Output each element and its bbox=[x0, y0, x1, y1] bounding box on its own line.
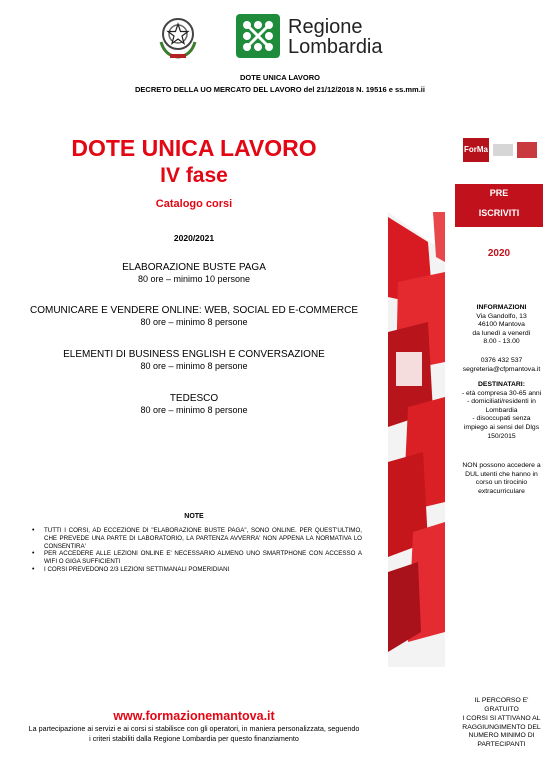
region-name-line2: Lombardia bbox=[288, 36, 383, 58]
page-subtitle: IV fase bbox=[160, 164, 228, 187]
note-item: • I CORSI PREVEDONO 2/3 LEZIONI SETTIMANALI POMERIDIANI bbox=[44, 566, 362, 574]
course-title: ELABORAZIONE BUSTE PAGA bbox=[122, 262, 266, 273]
footer-note-line: La partecipazione ai servizi e ai corsi si stabilisce con gli operatori, in maniera personalizzata, seguendo bbox=[28, 724, 360, 733]
footer-note bbox=[0, 724, 388, 743]
min-participants-line: I CORSI SI ATTIVANO AL bbox=[462, 715, 541, 722]
info-line: da lunedì a venerdì bbox=[472, 329, 531, 337]
course-item bbox=[0, 262, 388, 285]
min-participants-line: NUMERO MINIMO DI bbox=[468, 732, 535, 740]
exclusion-line: NON possono accedere a bbox=[462, 462, 541, 469]
academic-year: 2020/2021 bbox=[173, 233, 215, 243]
footer-note-line: i criteri stabiliti dalla Regione Lombardia per questo finanziamento bbox=[89, 733, 299, 743]
forma-logo-graphic bbox=[517, 142, 537, 158]
free-course-block bbox=[451, 697, 552, 714]
regione-lombardia-logo bbox=[236, 14, 280, 58]
header-decree-line: DECRETO DELLA UO MERCATO DEL LAVORO del 21/12/2018 N. 19516 e ss.mm.ii bbox=[135, 85, 425, 94]
recipients-line: - domiciliati/residenti in bbox=[467, 398, 536, 406]
course-item bbox=[0, 349, 388, 372]
exclusion-line: extracurriculare bbox=[478, 487, 525, 495]
info-title: INFORMAZIONI bbox=[476, 304, 527, 311]
page-title: DOTE UNICA LAVORO bbox=[71, 135, 317, 161]
notes-list bbox=[36, 527, 362, 574]
course-title: TEDESCO bbox=[169, 393, 219, 404]
course-title: COMUNICARE E VENDERE ONLINE: WEB, SOCIAL ED E-COMMERCE bbox=[29, 305, 358, 316]
recipients-title: DESTINATARI: bbox=[478, 381, 525, 388]
course-item bbox=[0, 393, 388, 416]
forma-logo bbox=[463, 138, 541, 164]
red-cubes-image bbox=[388, 212, 445, 667]
recipients-line: Lombardia bbox=[485, 406, 518, 414]
region-name bbox=[288, 17, 383, 57]
phone-number[interactable]: 0376 432 537 bbox=[480, 357, 523, 364]
info-line: 8.00 - 13.00 bbox=[483, 338, 520, 346]
pre-register-label-2: ISCRIVITI bbox=[478, 208, 520, 218]
pre-register-button[interactable] bbox=[455, 184, 543, 227]
course-detail: 80 ore – minimo 8 persone bbox=[140, 317, 248, 327]
course-detail: 80 ore – minimo 8 persone bbox=[140, 361, 248, 371]
forma-logo-text-decor bbox=[493, 144, 513, 156]
pre-register-label-1: PRE bbox=[489, 188, 509, 198]
notes-title: NOTE bbox=[184, 513, 204, 520]
exclusion-line: DUL utenti che hanno in bbox=[465, 470, 538, 478]
recipients-block bbox=[451, 381, 552, 441]
exclusion-line: corso un tirocinio bbox=[475, 479, 528, 487]
note-item: • TUTTI I CORSI, AD ECCEZIONE DI "ELABORAZIONE BUSTE PAGA", SONO ONLINE. PER QUEST'ULTIMO, CHE PREVEDE UNA PARTE DI LABORATORIO, LA PARTENZA AVVERRA' NON APPENA LA NORMATIVA LO CONSENTIRA' bbox=[44, 527, 362, 550]
info-block bbox=[451, 304, 552, 347]
rosa-camuna-icon bbox=[236, 14, 280, 58]
course-item bbox=[0, 305, 388, 328]
note-item: • PER ACCEDERE ALLE LEZIONI ONLINE E' NECESSARIO ALMENO UNO SMARTPHONE CON ACCESSO A WIFI O GIGA SUFFICIENTI bbox=[44, 550, 362, 566]
min-participants-block bbox=[451, 715, 552, 749]
contact-block bbox=[451, 357, 552, 374]
email-address[interactable]: segreteria@cfpmantova.it bbox=[462, 365, 541, 373]
course-detail: 80 ore – minimo 8 persone bbox=[140, 405, 248, 415]
exclusion-block bbox=[451, 462, 552, 496]
min-participants-line: RAGGIUNGIMENTO DEL bbox=[462, 723, 541, 731]
recipients-line: 150/2015 bbox=[487, 432, 516, 440]
recipients-line: - disoccupati senza bbox=[472, 415, 531, 423]
header-line1: DOTE UNICA LAVORO bbox=[240, 73, 320, 82]
info-line: Via Gandolfo, 13 bbox=[476, 312, 527, 320]
course-detail: 80 ore – minimo 10 persone bbox=[137, 274, 251, 284]
catalog-label: Catalogo corsi bbox=[155, 198, 233, 210]
region-name-line1: Regione bbox=[288, 16, 363, 38]
recipients-line: impiego ai sensi del Dlgs bbox=[463, 423, 540, 431]
free-line: GRATUITO bbox=[484, 705, 519, 713]
free-line: IL PERCORSO E' bbox=[474, 697, 529, 704]
course-title: ELEMENTI DI BUSINESS ENGLISH E CONVERSAZIONE bbox=[63, 349, 325, 360]
recipients-line: - età compresa 30-65 anni bbox=[461, 389, 542, 397]
italian-republic-emblem bbox=[155, 12, 201, 60]
sidebar-year: 2020 bbox=[487, 248, 511, 259]
min-participants-line: PARTECIPANTI bbox=[477, 740, 526, 748]
forma-logo-mark: ForMa bbox=[463, 138, 489, 162]
website-link[interactable]: www.formazionemantova.it bbox=[113, 709, 275, 723]
info-line: 46100 Mantova bbox=[478, 321, 525, 329]
